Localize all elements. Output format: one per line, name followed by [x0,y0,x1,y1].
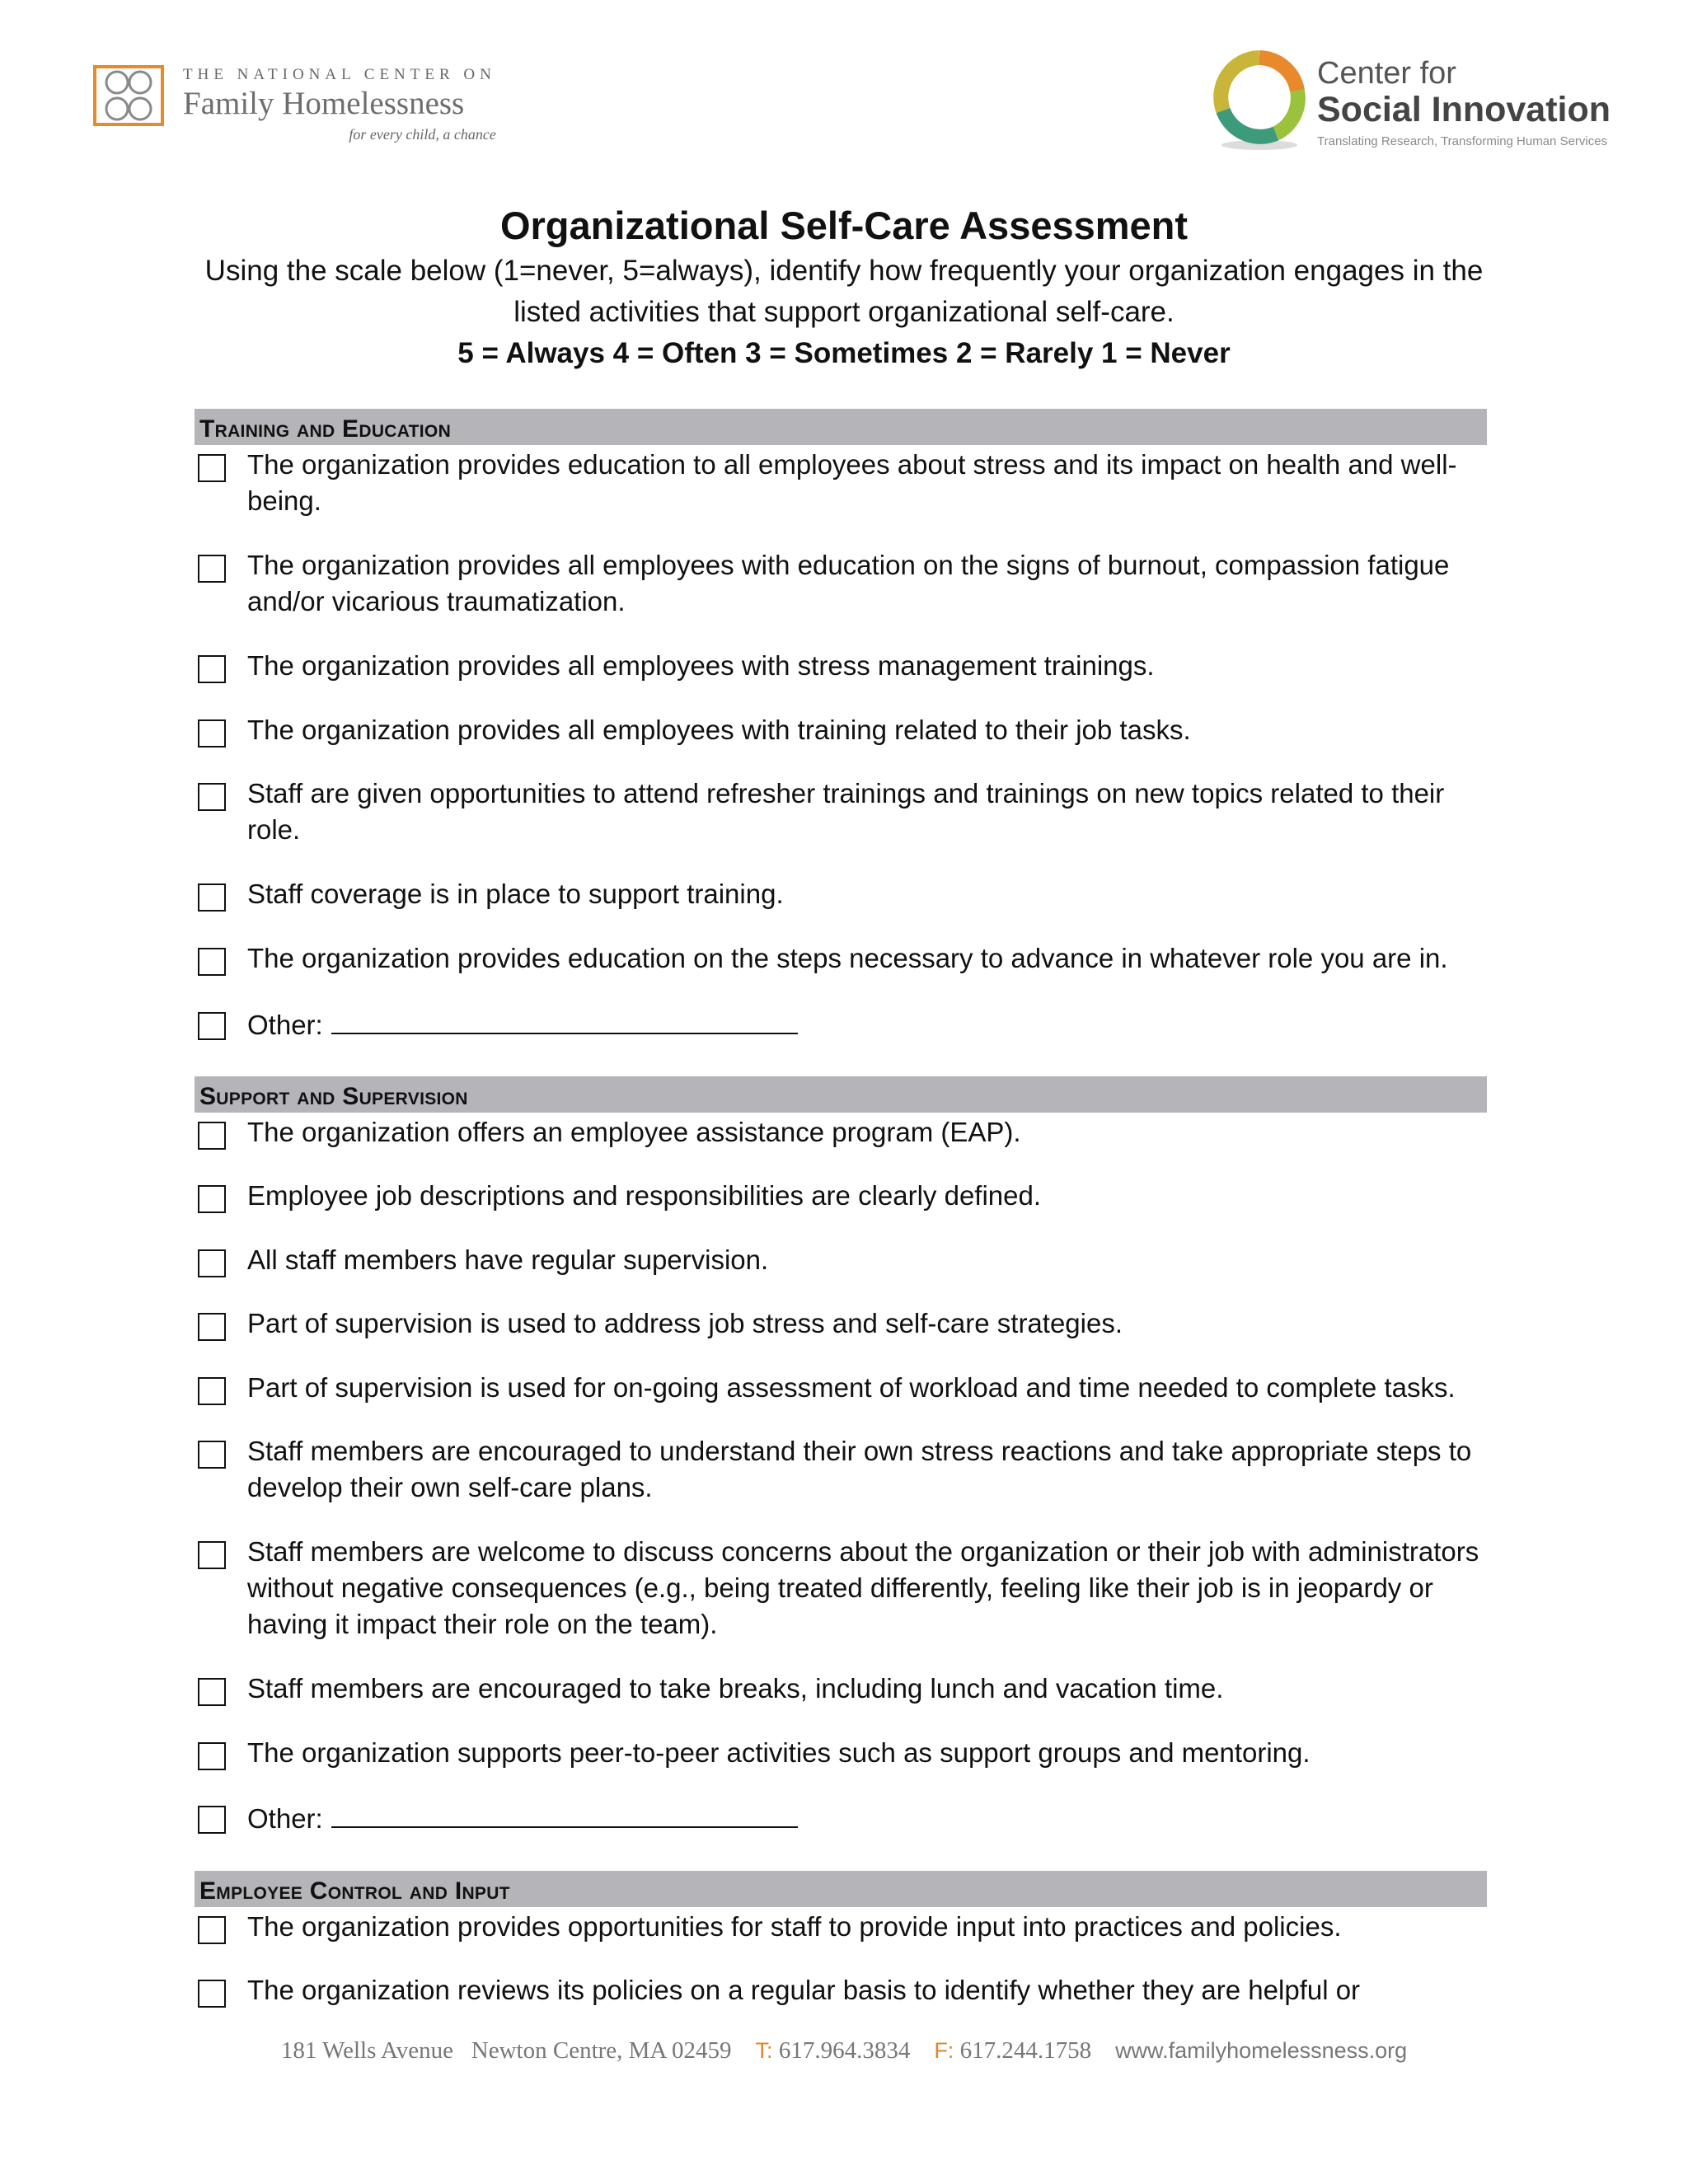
section-title: Employee Control and Input [199,1877,510,1905]
section-header-training [195,409,1487,445]
checkbox[interactable] [198,1742,226,1770]
checkbox[interactable] [198,555,226,583]
checklist-item [198,1242,1492,1278]
item-text: Staff are given opportunities to attend refresher trainings and trainings on new topics related to their role. [247,778,1445,845]
csi-logo-tagline: Translating Research, Transforming Human Services [1317,134,1608,149]
footer-fax: 617.244.1758 [959,2037,1092,2064]
rating-scale: 5 = Always 4 = Often 3 = Sometimes 2 = Rarely 1 = Never [457,337,1231,369]
checklist-item-other [198,1005,1492,1043]
csi-logo-line1: Center for [1317,56,1456,91]
item-text: All staff members have regular supervision. [247,1244,769,1275]
checklist-item [198,776,1492,848]
footer-address: 181 Wells Avenue Newton Centre, MA 02459 [280,2037,732,2064]
checkbox[interactable] [198,1313,226,1341]
item-text: The organization provides all employees with stress management trainings. [247,650,1155,681]
checklist-item [198,1370,1492,1406]
checklist-item [198,1178,1492,1214]
footer-phone: 617.964.3834 [778,2037,911,2064]
item-text: Staff members are encouraged to take breaks, including lunch and vacation time. [247,1673,1224,1704]
item-text: The organization provides education to all employees about stress and its impact on health and well-being. [247,449,1457,516]
checkbox[interactable] [198,948,226,976]
item-text: The organization provides all employees with education on the signs of burnout, compassion fatigue and/or vicarious traumatization. [247,550,1450,616]
csi-logo-line2: Social Innovation [1317,89,1611,129]
checklist-item [198,876,1492,912]
checklist-item [198,1433,1492,1506]
checkbox[interactable] [198,1916,226,1944]
checkbox[interactable] [198,1185,226,1213]
checklist-item [198,1671,1492,1707]
item-text: The organization provides opportunities for staff to provide input into practices and policies. [247,1911,1342,1942]
item-text: Employee job descriptions and responsibilities are clearly defined. [247,1180,1042,1211]
item-text: The organization reviews its policies on a regular basis to identify whether they are helpful or [247,1975,1361,2005]
checklist-item [198,1909,1492,1945]
item-text: Staff members are welcome to discuss concerns about the organization or their job with administrators without negative consequences (e.g., being treated differently, feeling like their job is in jeopardy or having it impact their role on the team). [247,1536,1479,1639]
item-text: The organization supports peer-to-peer activities such as support groups and mentoring. [247,1737,1311,1768]
nchf-logo-tagline: for every child, a chance [349,126,496,143]
checklist-item [198,447,1492,519]
title-block [0,201,1688,374]
item-text: The organization provides education on the steps necessary to advance in whatever role you are in. [247,943,1448,973]
checklist-item [198,1114,1492,1151]
footer [0,2037,1688,2064]
item-text: Part of supervision is used for on-going assessment of workload and time needed to complete tasks. [247,1372,1456,1403]
checkbox[interactable] [198,454,226,482]
checklist-item [198,940,1492,977]
nchf-logo-icon [92,64,165,127]
checklist-item [198,1305,1492,1342]
other-blank-line[interactable] [331,1798,798,1828]
checklist-item [198,1972,1492,2008]
nchf-logo-line1: THE NATIONAL CENTER ON [183,66,496,83]
checkbox[interactable] [198,1980,226,2008]
checkbox[interactable] [198,1806,226,1834]
checkbox[interactable] [198,783,226,811]
nchf-logo-line2: Family Homelessness [183,86,465,121]
footer-phone-label: T: [755,2038,773,2063]
other-label: Other: [247,1803,323,1834]
checkbox[interactable] [198,655,226,683]
instructions: Using the scale below (1=never, 5=always), identify how frequently your organization engages in the listed activities that support organizational self-care. [204,255,1484,328]
checkbox[interactable] [198,1122,226,1150]
checkbox[interactable] [198,1012,226,1040]
checkbox[interactable] [198,1377,226,1405]
checklist-item [198,547,1492,620]
csi-logo [1210,48,1611,155]
footer-website-link[interactable]: www.familyhomelessness.org [1115,2038,1408,2063]
checkbox[interactable] [198,883,226,912]
checklist-item [198,1534,1492,1643]
checkbox[interactable] [198,1678,226,1706]
checkbox[interactable] [198,1541,226,1569]
section-title: Support and Supervision [199,1083,468,1110]
checklist-item [198,712,1492,748]
section-title: Training and Education [199,415,452,443]
item-text: Part of supervision is used to address job stress and self-care strategies. [247,1308,1123,1338]
checklist-item [198,648,1492,684]
footer-fax-label: F: [934,2038,954,2063]
checklist-item [198,1735,1492,1771]
checkbox[interactable] [198,1441,226,1469]
section-header-support [195,1076,1487,1113]
page-title: Organizational Self-Care Assessment [499,204,1189,247]
other-label: Other: [247,1010,323,1040]
other-blank-line[interactable] [331,1005,798,1034]
item-text: The organization provides all employees with training related to their job tasks. [247,715,1191,745]
item-text: Staff coverage is in place to support training. [247,879,784,909]
item-text: The organization offers an employee assistance program (EAP). [247,1117,1021,1147]
item-text: Staff members are encouraged to understand their own stress reactions and take appropriate steps to develop their own self-care plans. [247,1436,1472,1502]
checkbox[interactable] [198,719,226,748]
section-header-employee-control [195,1871,1487,1907]
csi-ring-icon [1210,48,1309,155]
checklist-item-other [198,1798,1492,1837]
checkbox[interactable] [198,1249,226,1277]
nchf-logo [92,64,496,143]
